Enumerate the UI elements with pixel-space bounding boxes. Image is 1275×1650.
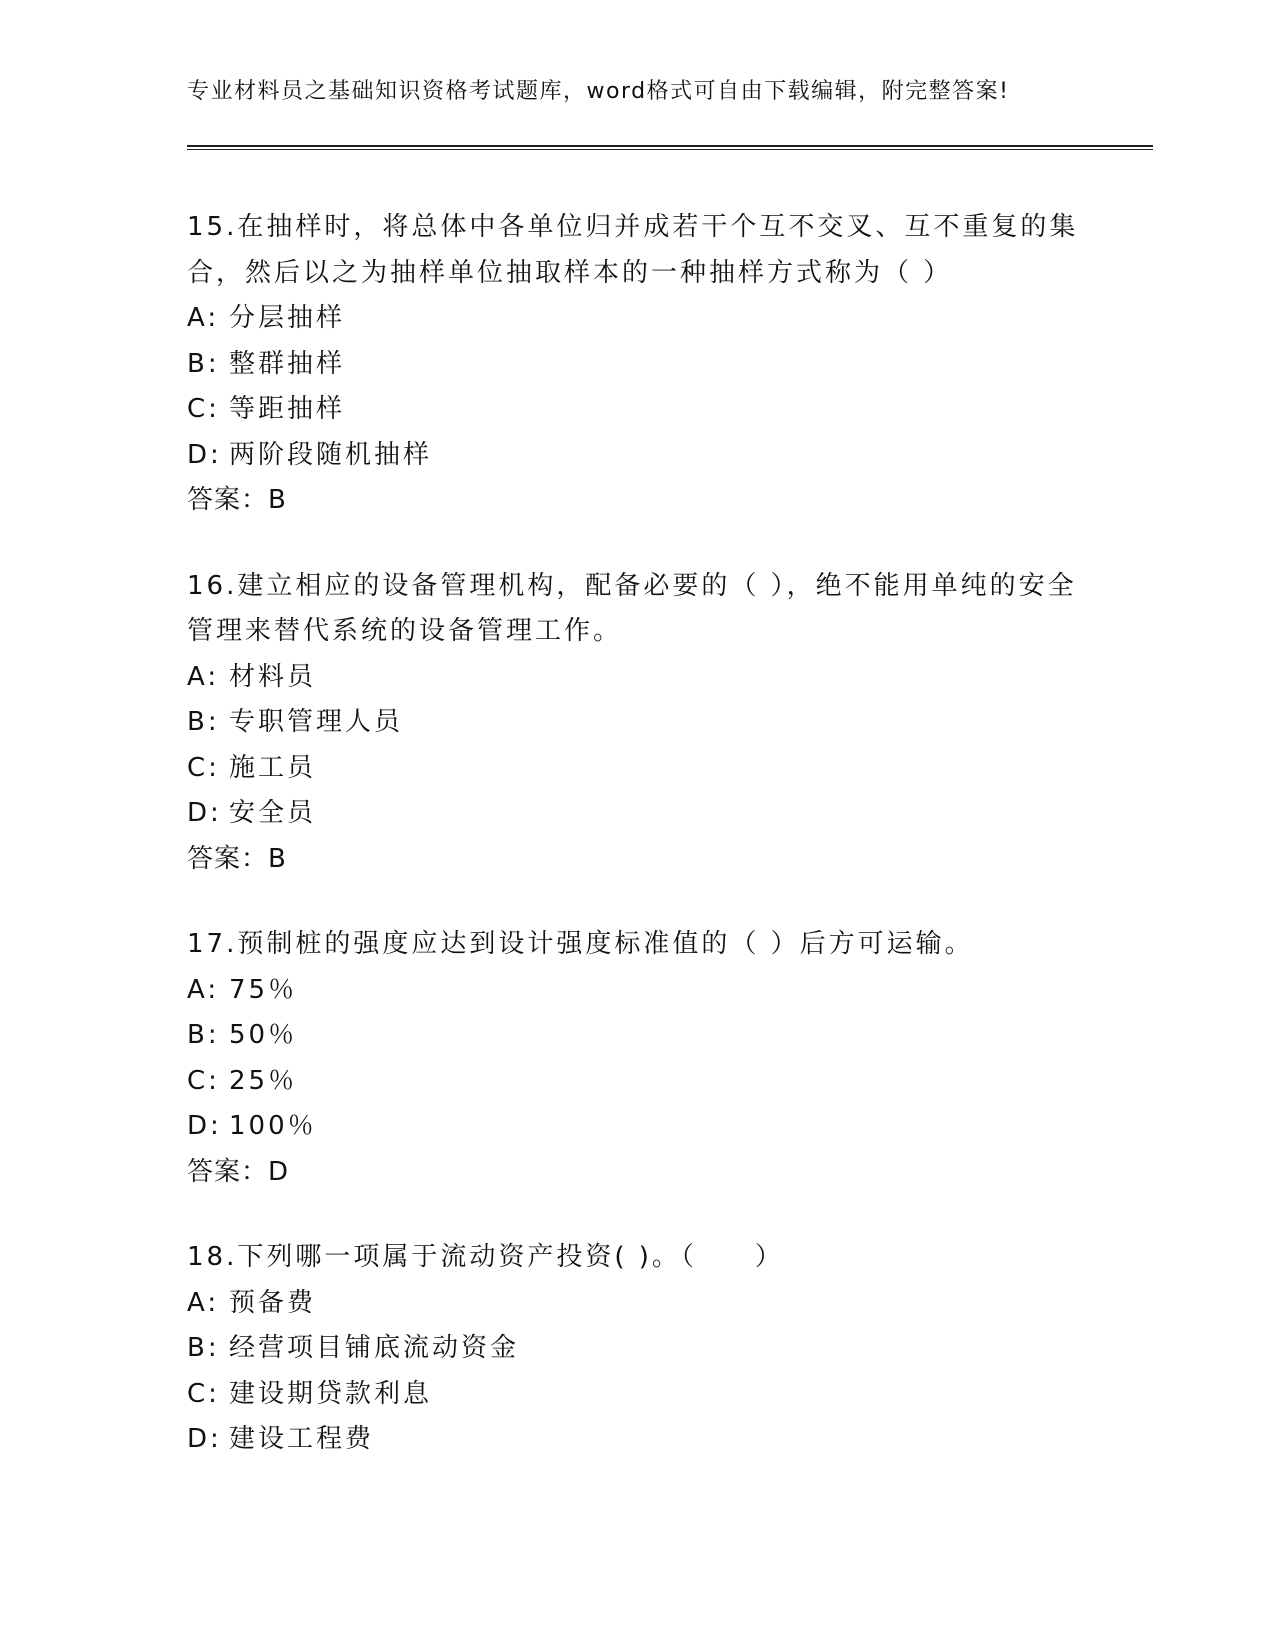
option-d	[187, 791, 1087, 837]
option-letter: D:	[187, 439, 222, 470]
option-text: 等距抽样	[229, 394, 346, 424]
page-header: 专业材料员之基础知识资格考试题库，word格式可自由下载编辑，附完整答案!	[187, 79, 1010, 104]
option-c	[187, 1372, 1087, 1418]
question-stem: 17.预制桩的强度应达到设计强度标准值的（ ）后方可运输。	[187, 929, 974, 959]
option-text: 经营项目铺底流动资金	[229, 1333, 520, 1363]
option-a	[187, 655, 1087, 701]
question-stem: 16.建立相应的设备管理机构，配备必要的（ ），绝不能用单纯的安全管理来替代系统的设备管理工作。	[187, 570, 1077, 646]
option-text: 预备费	[229, 1287, 317, 1318]
header-divider	[187, 145, 1153, 150]
option-a	[187, 1281, 1087, 1327]
question-15	[187, 205, 1087, 524]
option-c	[187, 387, 1087, 433]
option-letter: A:	[187, 974, 220, 1005]
option-b	[187, 1326, 1087, 1372]
option-text: 材料员	[229, 661, 317, 692]
option-letter: B:	[187, 348, 220, 379]
option-letter: A:	[187, 661, 220, 692]
option-d	[187, 1104, 1087, 1150]
option-b	[187, 1013, 1087, 1059]
option-a	[187, 968, 1087, 1014]
question-18	[187, 1235, 1087, 1463]
option-d	[187, 433, 1087, 479]
option-c	[187, 1059, 1087, 1105]
option-letter: C:	[187, 394, 220, 424]
question-16	[187, 564, 1087, 883]
option-letter: D:	[187, 1111, 222, 1141]
option-text: 50％	[229, 1020, 298, 1050]
question-list	[187, 205, 1087, 1503]
option-text: 建设工程费	[229, 1424, 375, 1454]
option-text: 安全员	[229, 798, 317, 828]
option-text: 两阶段随机抽样	[229, 439, 433, 470]
option-text: 专职管理人员	[229, 707, 404, 737]
option-letter: C:	[187, 1065, 220, 1096]
question-stem: 18.下列哪一项属于流动资产投资( )。（ ）	[187, 1242, 784, 1272]
option-text: 25％	[229, 1065, 298, 1096]
answer-line: 答案：D	[187, 1156, 290, 1187]
option-text: 整群抽样	[229, 348, 346, 379]
option-letter: A:	[187, 1287, 220, 1318]
answer-line: 答案：B	[187, 843, 287, 874]
option-letter: C:	[187, 1378, 220, 1409]
option-letter: A:	[187, 303, 220, 333]
option-letter: B:	[187, 707, 220, 737]
option-letter: D:	[187, 1424, 222, 1454]
option-letter: B:	[187, 1333, 220, 1363]
option-letter: D:	[187, 798, 222, 828]
option-text: 75％	[229, 974, 298, 1005]
option-a	[187, 296, 1087, 342]
question-stem: 15.在抽样时，将总体中各单位归并成若干个互不交叉、互不重复的集合，然后以之为抽样单位抽取样本的一种抽样方式称为（ ）	[187, 212, 1079, 288]
question-17	[187, 922, 1087, 1195]
option-c	[187, 746, 1087, 792]
option-b	[187, 700, 1087, 746]
option-text: 100％	[229, 1111, 317, 1141]
option-b	[187, 342, 1087, 388]
option-text: 建设期贷款利息	[229, 1378, 433, 1409]
option-text: 分层抽样	[229, 303, 346, 333]
option-text: 施工员	[229, 752, 317, 783]
option-letter: B:	[187, 1020, 220, 1050]
option-letter: C:	[187, 752, 220, 783]
option-d	[187, 1417, 1087, 1463]
answer-line: 答案：B	[187, 485, 287, 515]
